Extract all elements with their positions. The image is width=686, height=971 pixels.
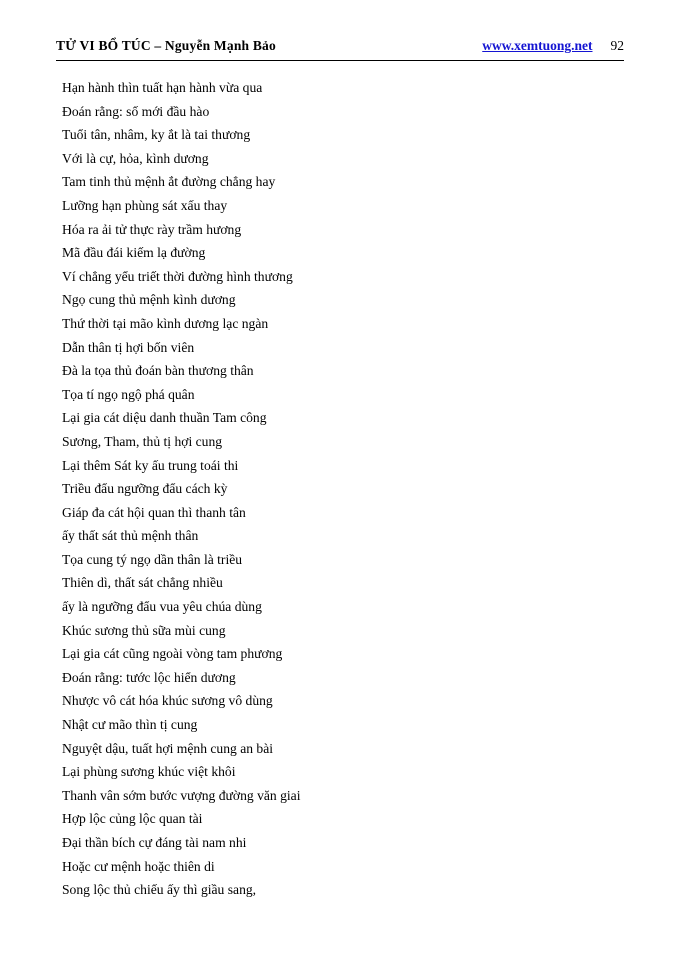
text-line: Mã đầu đái kiếm lạ đường	[62, 245, 206, 261]
text-line: Đại thần bích cự đáng tài nam nhi	[62, 835, 247, 850]
text-line: Tọa tí ngọ ngộ phá quân	[62, 386, 195, 402]
website-link[interactable]: www.xemtuong.net	[482, 38, 593, 53]
text-line: Triều đẩu ngưỡng đẩu cách kỳ	[62, 481, 228, 497]
header-right-group	[482, 38, 624, 54]
text-line: ấy là ngưỡng đẩu vua yêu chúa dùng	[62, 599, 262, 615]
page-number: 92	[610, 38, 624, 53]
text-line: Hợp lộc củng lộc quan tài	[62, 811, 203, 827]
text-line: Với là cự, hỏa, kình dương	[62, 150, 209, 166]
text-line: Ví chẳng yểu triết thời đường hình thương	[62, 268, 293, 284]
text-line: Thanh vân sớm bước vượng đường văn giai	[62, 787, 301, 803]
text-line: Lại thêm Sát ky ấu trung toái thi	[62, 457, 239, 473]
text-line: Đoán rằng: số mới đầu hào	[62, 103, 210, 119]
text-line: Hạn hành thìn tuất hạn hành vừa qua	[62, 80, 263, 95]
text-line: Khúc sương thủ sữa mùi cung	[62, 622, 226, 638]
text-line: Giáp đa cát hội quan thì thanh tân	[62, 504, 246, 520]
page-header	[56, 38, 624, 61]
text-line: Song lộc thủ chiếu ấy thì giầu sang,	[62, 882, 257, 898]
text-line: Lại phùng sương khúc việt khôi	[62, 764, 236, 780]
text-line: Lại gia cát diệu danh thuần Tam công	[62, 410, 267, 426]
text-line: Hóa ra ải tử thực rày trầm hương	[62, 221, 242, 237]
text-line: Thiên dì, thất sát chẳng nhiều	[62, 575, 223, 591]
poem-body	[62, 76, 622, 902]
text-line: Tuổi tân, nhâm, ky ắt là tai thương	[62, 127, 251, 143]
text-line: Đoán rằng: tước lộc hiển dương	[62, 669, 236, 685]
text-line: Thứ thời tại mão kình dương lạc ngàn	[62, 315, 269, 331]
text-line: Nhược vô cát hóa khúc sương vô dùng	[62, 693, 273, 709]
text-line: Lại gia cát cũng ngoài vòng tam phương	[62, 646, 283, 662]
text-line: Nhật cư mão thìn tị cung	[62, 717, 198, 733]
text-line: Dẫn thân tị hợi bốn viên	[62, 339, 195, 355]
text-line: Hoặc cư mệnh hoặc thiên di	[62, 858, 215, 874]
text-line: Lưỡng hạn phùng sát xấu thay	[62, 197, 228, 213]
text-line: ấy thất sát thủ mệnh thân	[62, 528, 199, 544]
text-line: Ngọ cung thủ mệnh kình dương	[62, 292, 236, 308]
text-line: Tọa cung tý ngọ dần thân là triều	[62, 551, 243, 567]
text-line: Sương, Tham, thủ tị hợi cung	[62, 433, 223, 449]
book-title: TỬ VI BỔ TÚC – Nguyễn Mạnh Bảo	[56, 38, 276, 53]
text-line: Tam tinh thủ mệnh ắt đường chẳng hay	[62, 174, 276, 190]
text-line: Đà la tọa thủ đoán bàn thương thân	[62, 363, 254, 379]
text-line: Nguyệt dậu, tuất hợi mệnh cung an bài	[62, 740, 274, 756]
